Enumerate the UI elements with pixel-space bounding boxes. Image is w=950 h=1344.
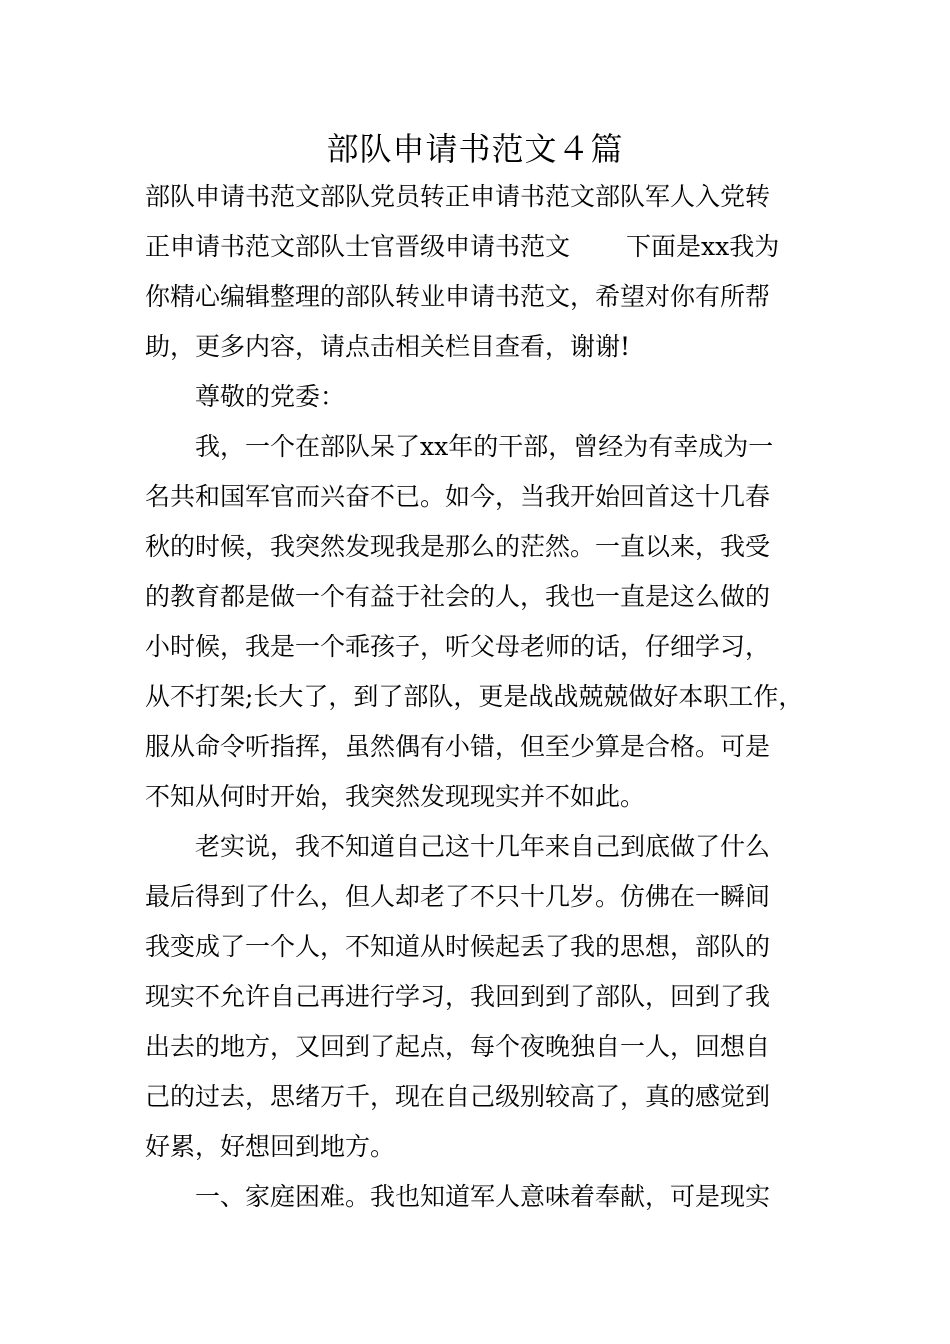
text-line: 小时候，我是一个乖孩子，听父母老师的话，仔细学习，: [145, 632, 771, 661]
text-line: 服从命令听指挥，虽然偶有小错，但至少算是合格。可是: [145, 732, 771, 761]
text-line: 名共和国军官而兴奋不已。如今，当我开始回首这十几春: [145, 482, 771, 511]
text-line: 助，更多内容，请点击相关栏目查看，谢谢!: [145, 332, 631, 361]
text-line: 一、家庭困难。我也知道军人意味着奉献，可是现实: [195, 1182, 771, 1211]
text-line: 部队申请书范文部队党员转正申请书范文部队军人入党转: [145, 182, 771, 211]
text-segment: 正申请书范文部队士官晋级申请书范文: [145, 232, 571, 261]
text-line: 的教育都是做一个有益于社会的人，我也一直是这么做的: [145, 582, 771, 611]
text-line: 我变成了一个人，不知道从时候起丢了我的思想，部队的: [145, 932, 771, 961]
text-line: 出去的地方，又回到了起点，每个夜晚独自一人，回想自: [145, 1032, 771, 1061]
text-line: 现实不允许自己再进行学习，我回到到了部队，回到了我: [145, 982, 771, 1011]
text-line: 最后得到了什么，但人却老了不只十几岁。仿佛在一瞬间: [145, 882, 771, 911]
text-line: 己的过去，思绪万千，现在自己级别较高了，真的感觉到: [145, 1082, 771, 1111]
text-line: [145, 222, 779, 272]
salutation: 尊敬的党委：: [195, 382, 346, 411]
text-line: 秋的时候，我突然发现我是那么的茫然。一直以来，我受: [145, 532, 771, 561]
text-line: 不知从何时开始，我突然发现现实并不如此。: [145, 782, 646, 811]
text-line: 你精心编辑整理的部队转业申请书范文，希望对你有所帮: [145, 282, 771, 311]
text-segment: 下面是xx我为: [626, 232, 780, 261]
text-line: 好累，好想回到地方。: [145, 1132, 396, 1161]
text-line: 从不打架;长大了，到了部队，更是战战兢兢做好本职工作，: [145, 682, 804, 711]
document-title: 部队申请书范文４篇: [326, 130, 624, 168]
text-line: 我，一个在部队呆了xx年的干部，曾经为有幸成为一: [195, 432, 774, 461]
text-line: 老实说，我不知道自己这十几年来自己到底做了什么: [195, 832, 771, 861]
